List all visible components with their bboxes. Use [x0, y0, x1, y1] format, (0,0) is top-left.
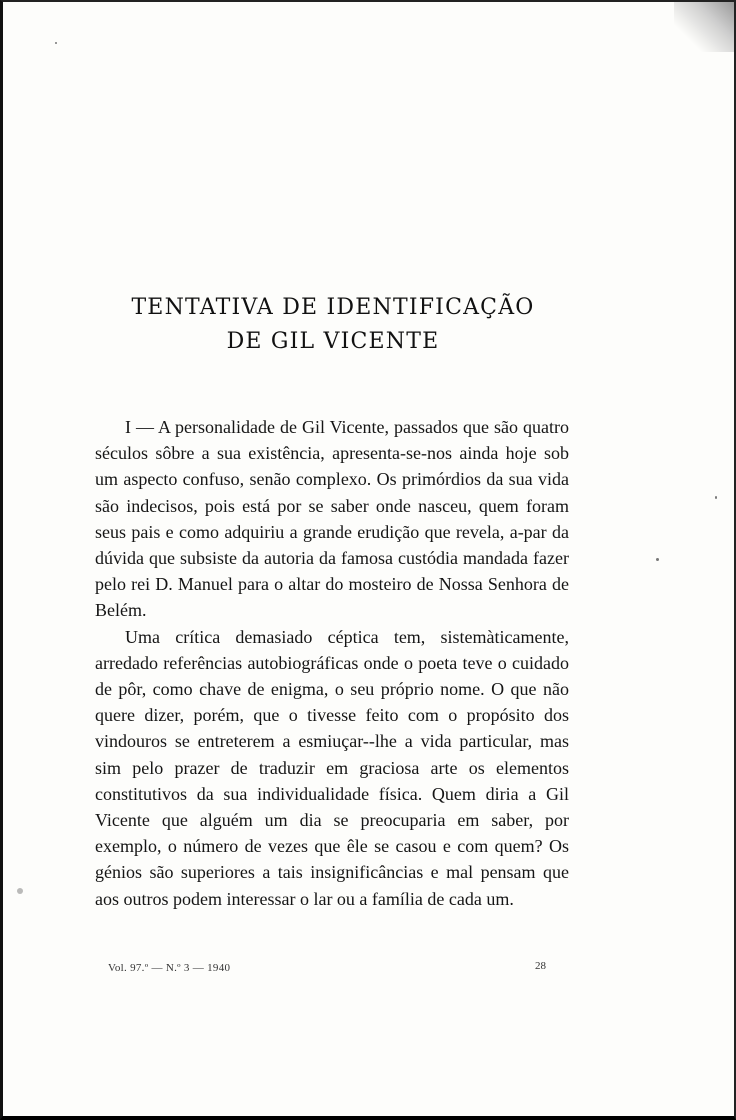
volume-signature: Vol. 97.º — N.º 3 — 1940: [108, 962, 231, 974]
paragraph-2: Uma crítica demasiado céptica tem, sistemàticamente, arredado referências autobiográficas onde o poeta teve o cuidado de pôr, como chave de enigma, o seu próprio nome. O que não quere dizer, porém, que o tivesse feito com o propósito dos vindouros se entreterem a esmiuçar--lhe a vida particular, mas sim pelo prazer de traduzir em graciosa arte os elementos constitutivos da sua individualidade física. Quem diria a Gil Vicente que alguém um dia se preocuparia em saber, por exemplo, o número de vezes que êle se casou e com quem? Os génios são superiores a tais insignificâncias e mal pensam que aos outros podem interessar o lar ou a família de cada um.: [95, 626, 569, 909]
paragraph-1: I — A personalidade de Gil Vicente, passados que são quatro séculos sôbre a sua existência, apresenta-se-nos ainda hoje sob um aspecto confuso, senão complexo. Os primórdios da sua vida são indecisos, pois está por se saber onde nasceu, quem foram seus pais e como adquiriu a grande erudição que revela, a-par da dúvida que subsiste da autoria da famosa custódia mandada fazer pelo rei D. Manuel para o altar do mosteiro de Nossa Senhora de Belém.: [95, 417, 569, 621]
article-title-line-2: DE GIL VICENTE: [226, 329, 440, 354]
scan-corner-shadow: [674, 2, 734, 52]
scan-speck: [17, 888, 23, 894]
scan-speck: [55, 42, 57, 44]
scan-speck: [656, 558, 659, 561]
page-number: 28: [535, 960, 546, 972]
scan-speck: [715, 496, 717, 499]
article-title-line-1: TENTATIVA DE IDENTIFICAÇÃO: [131, 295, 535, 320]
article-body: [95, 414, 569, 912]
